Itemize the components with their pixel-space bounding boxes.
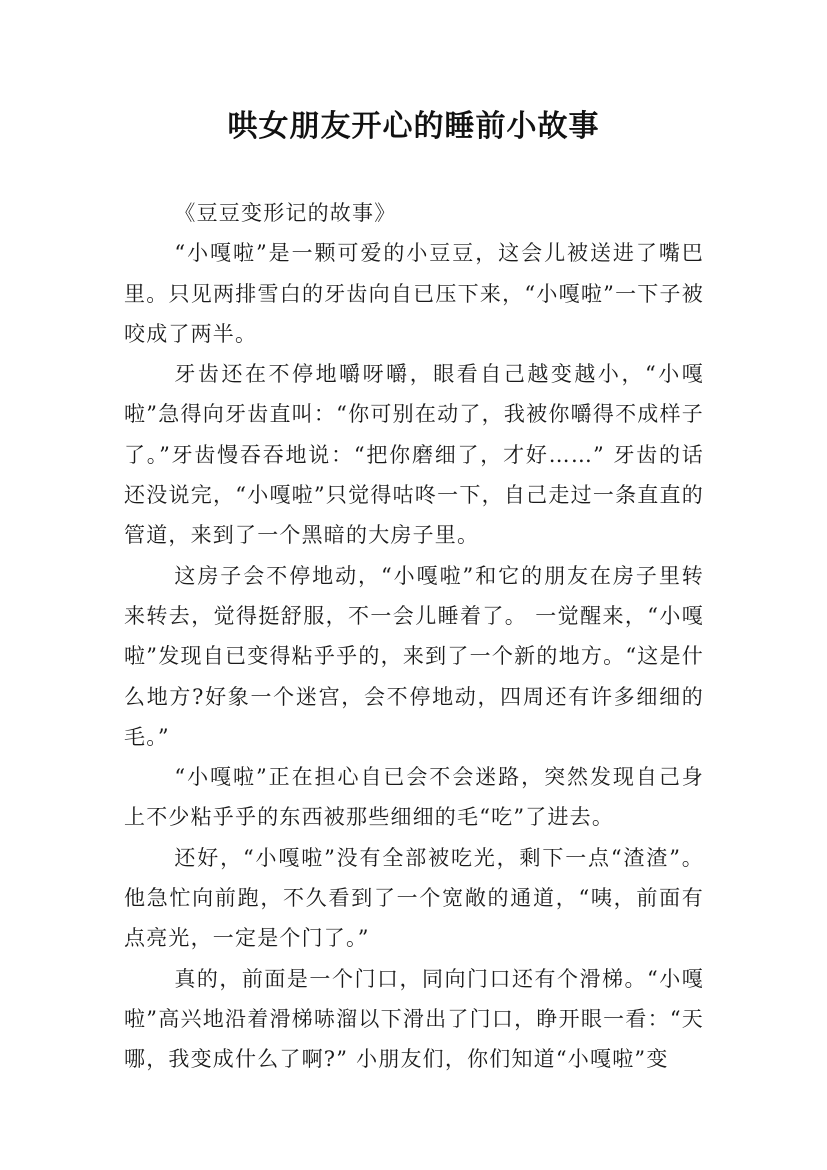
paragraph: 真的，前面是一个门口，同向门口还有个滑梯。“小嘎啦”高兴地沿着滑梯哧溜以下滑出了门口，睁开眼一看：“天哪，我变成什么了啊?” 小朋友们，你们知道“小嘎啦”变: [124, 966, 704, 1072]
paragraph: “小嘎啦”正在担心自已会不会迷路，突然发现自己身上不少粘乎乎的东西被那些细细的毛“吃”了进去。: [124, 765, 704, 830]
document-title: 哄女朋友开心的睡前小故事: [227, 109, 600, 144]
paragraph: 还好，“小嘎啦”没有全部被吃光，剩下一点“渣渣”。他急忙向前跑，不久看到了一个宽敞的通道，“咦，前面有点亮光，一定是个门了。”: [124, 845, 704, 951]
document-body: [124, 193, 704, 1080]
paragraph: “小嘎啦”是一颗可爱的小豆豆，这会儿被送进了嘴巴里。只见两排雪白的牙齿向自已压下来，“小嘎啦”一下子被咬成了两半。: [124, 241, 704, 346]
story-subtitle: 《豆豆变形记的故事》: [174, 201, 397, 225]
paragraph: 这房子会不停地动，“小嘎啦”和它的朋友在房子里转来转去，觉得挺舒服，不一会儿睡着了。 一觉醒来，“小嘎啦”发现自已变得粘乎乎的，来到了一个新的地方。“这是什么地方?好象一个迷宫，会不停地动，四周还有许多细细的毛。”: [124, 563, 704, 749]
paragraph: 牙齿还在不停地嚼呀嚼，眼看自己越变越小，“小嘎啦”急得向牙齿直叫：“你可别在动了，我被你嚼得不成样子了。”牙齿慢吞吞地说：“把你磨细了，才好……” 牙齿的话还没说完，“小嘎啦”只觉得咕咚一下，自己走过一条直直的管道，来到了一个黑暗的大房子里。: [124, 362, 704, 548]
